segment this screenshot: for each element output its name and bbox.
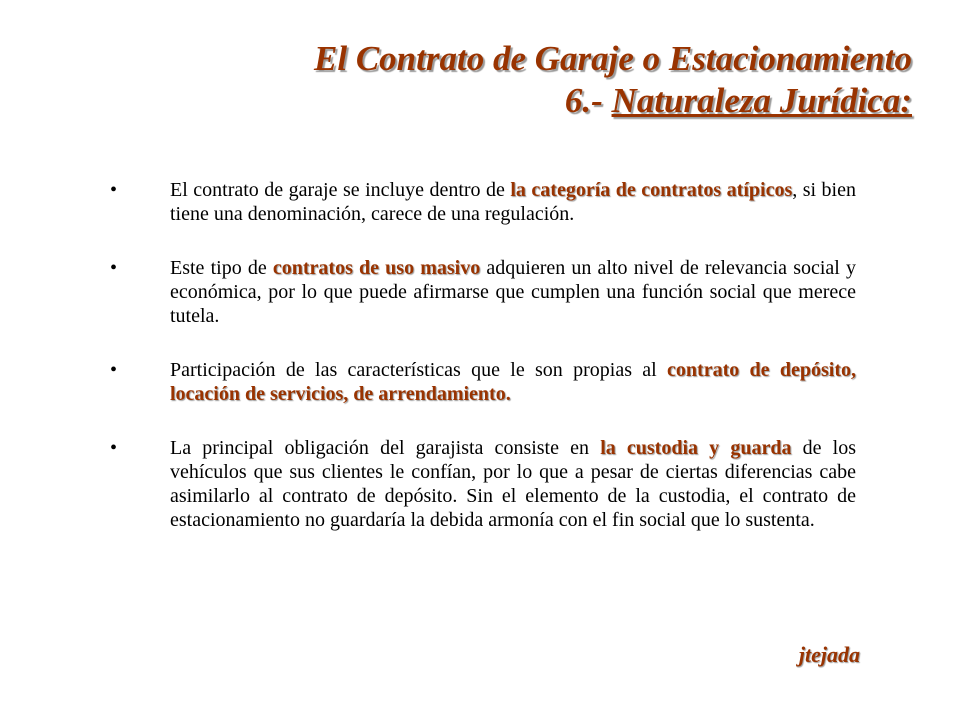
bullet-text-part: La principal obligación del garajista consiste en [170, 437, 601, 459]
bullet-icon: • [110, 257, 118, 279]
slide-title [314, 38, 912, 122]
title-line-2 [314, 80, 912, 122]
bullet-item-uso-masivo [110, 256, 856, 328]
bullet-item-custodia [110, 436, 856, 532]
bullet-text [170, 358, 856, 406]
bullet-item-atipicos [110, 178, 856, 226]
bullet-text-part: Participación de las características que le son propias al [170, 359, 668, 381]
bullet-highlight: contrato de depósito, locación de servicios, de arrendamiento. [170, 359, 856, 405]
title-line-1: El Contrato de Garaje o Estacionamiento [314, 39, 912, 78]
bullet-highlight: la custodia y guarda [600, 437, 792, 459]
bullet-icon: • [110, 359, 118, 381]
bullet-text-part: adquieren un alto nivel de relevancia social y económica, por lo que puede afirmarse que cumplen una función social que merece tutela. [170, 257, 856, 327]
bullet-text-part: , si bien tiene una denominación, carece de una regulación. [170, 179, 856, 225]
bullet-highlight: contratos de uso masivo [272, 257, 481, 279]
bullet-icon: • [110, 437, 118, 459]
bullet-text [170, 178, 856, 226]
bullet-text [170, 436, 856, 532]
bullet-text [170, 256, 856, 328]
title-section-name: Naturaleza Jurídica: [611, 81, 912, 120]
bullet-highlight: la categoría de contratos atípicos [510, 179, 793, 201]
title-section-number: 6.- [564, 81, 612, 120]
bullet-icon: • [110, 179, 118, 201]
bullet-text-part: Este tipo de [170, 257, 273, 279]
author-signature: jtejada [798, 642, 860, 667]
bullet-item-participacion [110, 358, 856, 406]
bullet-text-part: de los vehículos que sus clientes le confían, por lo que a pesar de ciertas diferencias cabe asimilarlo al contrato de depósito. Sin el elemento de la custodia, el contrato de estacionamiento no guardaría la debida armonía con el fin social que lo sustenta. [170, 437, 856, 531]
bullet-text-part: El contrato de garaje se incluye dentro de [170, 179, 511, 201]
bullet-list [110, 178, 856, 562]
